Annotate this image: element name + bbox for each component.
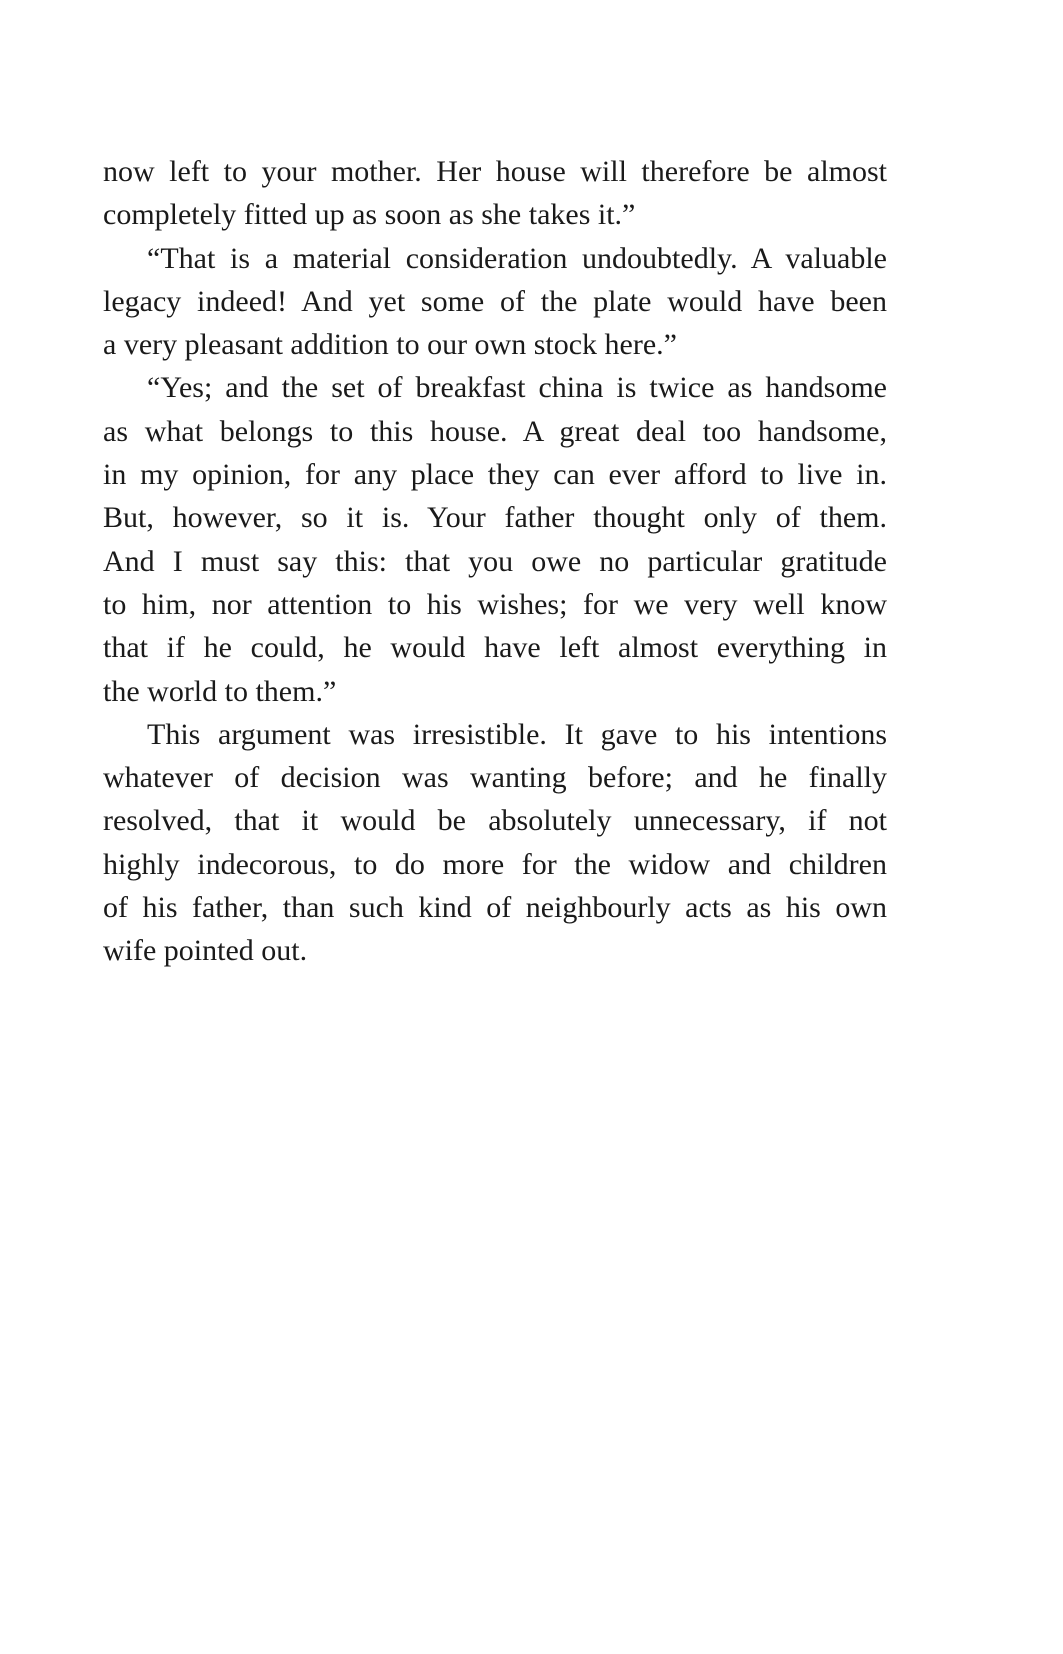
text-line: as what belongs to this house. A great deal too handsome, xyxy=(103,414,887,448)
text-line: But, however, so it is. Your father thought only of them. xyxy=(103,501,887,535)
text-line: “Yes; and the set of breakfast china is twice as handsome xyxy=(147,371,887,405)
text-line: the world to them.” xyxy=(103,674,337,708)
text-line: to him, nor attention to his wishes; for we very well know xyxy=(103,587,887,621)
text-line: that if he could, he would have left almost everything in xyxy=(103,631,887,665)
text-line: a very pleasant addition to our own stock here.” xyxy=(103,328,677,362)
text-line: whatever of decision was wanting before; and he finally xyxy=(103,761,887,795)
text-line: This argument was irresistible. It gave to his intentions xyxy=(147,717,887,751)
text-line: wife pointed out. xyxy=(103,934,308,968)
paragraph-2 xyxy=(103,237,887,367)
text-line: resolved, that it would be absolutely unnecessary, if not xyxy=(103,804,887,838)
text-line: of his father, than such kind of neighbourly acts as his own xyxy=(103,891,887,925)
text-line: highly indecorous, to do more for the widow and children xyxy=(103,847,887,881)
body-text xyxy=(103,150,887,973)
text-line: now left to your mother. Her house will therefore be almost xyxy=(103,155,887,188)
text-line: legacy indeed! And yet some of the plate would have been xyxy=(103,284,887,318)
text-line: “That is a material consideration undoubtedly. A valuable xyxy=(147,241,887,275)
text-line: in my opinion, for any place they can ever afford to live in. xyxy=(103,458,887,492)
text-line: And I must say this: that you owe no particular gratitude xyxy=(103,544,887,578)
paragraph-3 xyxy=(103,366,887,712)
paragraph-4 xyxy=(103,713,887,973)
text-line: completely fitted up as soon as she takes it.” xyxy=(103,198,636,232)
paragraph-1 xyxy=(103,150,887,237)
